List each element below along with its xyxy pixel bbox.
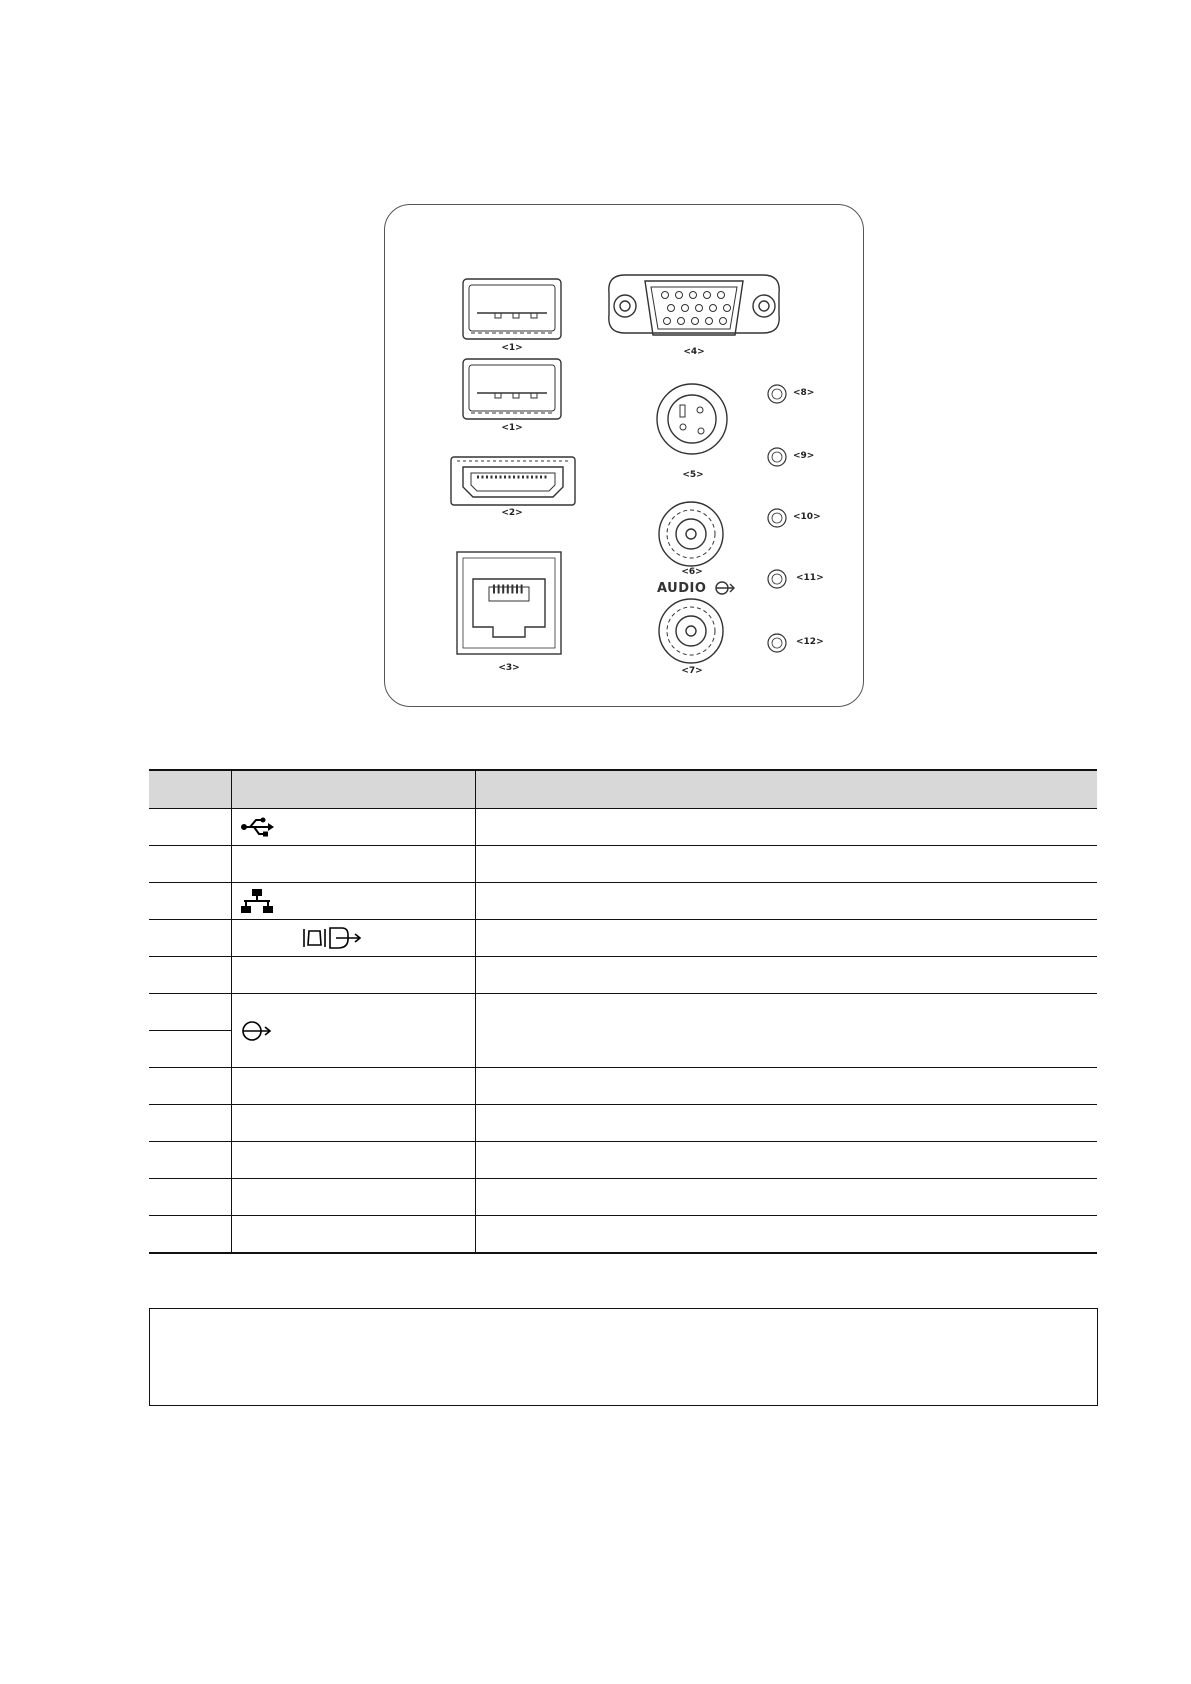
port-label-4: <4> <box>683 347 705 357</box>
table-row <box>149 883 1097 920</box>
port-label-7: <7> <box>681 666 703 676</box>
bnc-port-6-icon <box>659 502 723 566</box>
port-description-table <box>149 769 1097 1254</box>
vga-port-icon <box>609 275 779 335</box>
usb-port-top-icon <box>463 279 561 339</box>
table-row <box>149 920 1097 957</box>
s-video-port-icon <box>657 384 727 454</box>
usb-port-bottom-icon <box>463 359 561 419</box>
port-label-6: <6> <box>681 567 703 577</box>
table-row <box>149 1216 1097 1254</box>
header-name <box>232 770 476 809</box>
table-row <box>149 846 1097 883</box>
table-row <box>149 1142 1097 1179</box>
port-label-9: <9> <box>793 451 815 461</box>
port-label-10: <10> <box>793 512 821 522</box>
audio-output-symbol-icon <box>716 582 734 594</box>
network-icon <box>240 888 274 914</box>
table-row <box>149 1179 1097 1216</box>
audio-out-icon <box>240 1018 278 1044</box>
port-label-8: <8> <box>793 388 815 398</box>
note-box <box>149 1308 1098 1406</box>
port-label-3: <3> <box>498 663 520 673</box>
port-label-1a: <1> <box>501 343 523 353</box>
table-row <box>149 809 1097 846</box>
table-row <box>149 957 1097 994</box>
table-row <box>149 1105 1097 1142</box>
connector-panel-illustration <box>384 204 864 707</box>
port-label-1b: <1> <box>501 423 523 433</box>
video-out-icon <box>240 925 380 951</box>
table-row <box>149 994 1097 1031</box>
table-row <box>149 1068 1097 1105</box>
port-label-12: <12> <box>796 637 824 647</box>
audio-label: AUDIO <box>657 581 707 596</box>
port-label-11: <11> <box>796 573 824 583</box>
header-no <box>149 770 232 809</box>
indicator-lights <box>768 385 786 652</box>
network-port-icon <box>457 552 561 654</box>
port-label-5: <5> <box>682 470 704 480</box>
header-description <box>476 770 1098 809</box>
usb-icon <box>240 816 276 838</box>
port-label-2: <2> <box>501 508 523 518</box>
table-header-row <box>149 770 1097 809</box>
hdmi-port-icon <box>451 457 575 505</box>
bnc-port-7-icon <box>659 599 723 663</box>
